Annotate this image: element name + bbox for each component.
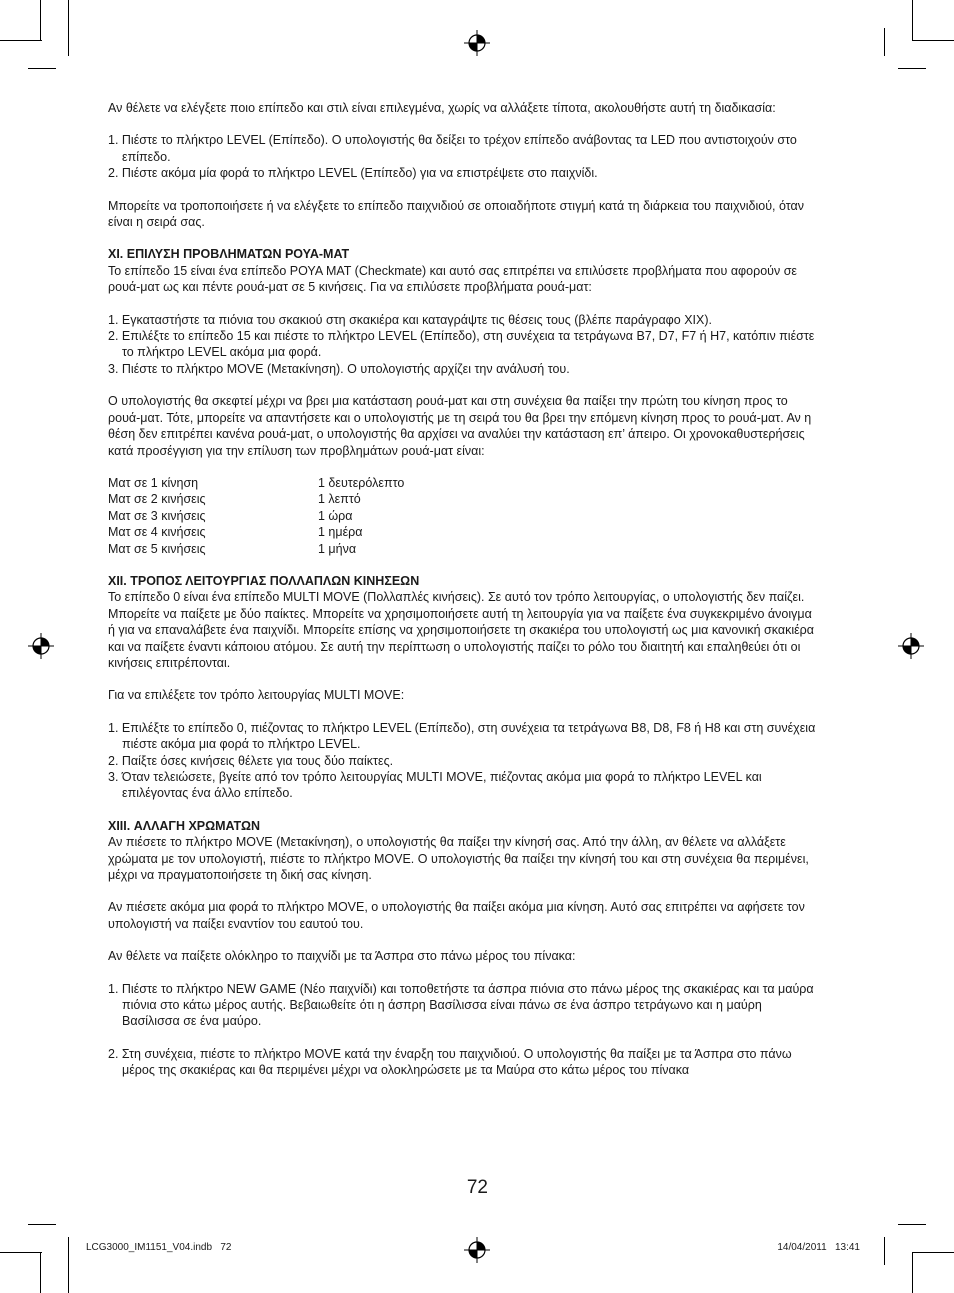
crop-mark: [912, 1252, 954, 1253]
list-item: 1. Πιέστε το πλήκτρο NEW GAME (Νέο παιχνίδι) και τοποθετήστε τα άσπρα πιόνια στο πάνω μέρος της σκακιέρας και τα μαύρα πιόνια στο κάτω μέρος αυτής. Βεβαιωθείτε ότι η άσπρη Βασίλισσα είναι πάνω σε ένα άσπρο τετράγωνο και η μαύρη Βασίλισσα σε ένα μαύρο.: [108, 981, 814, 1029]
paragraph: Αν πιέσετε ακόμα μια φορά το πλήκτρο MOVE, ο υπολογιστής θα παίξει ακόμα μια κίνηση. Αυτό σας επιτρέπει να αφήσετε τον υπολογιστή να παίξει εναντίον του εαυτού του.: [108, 900, 805, 931]
crop-mark: [28, 68, 56, 69]
crop-mark: [40, 0, 41, 40]
paragraph: Αν πιέσετε το πλήκτρο MOVE (Μετακίνηση), ο υπολογιστής θα παίξει την κίνησή σας. Από την άλλη, αν θέλετε να αλλάξετε χρώματα με τον υπολογιστή, πιέστε το πλήκτρο MOVE. Ο υπολογιστής θα παίξει την κίνησή του και στη συνέχεια θα περιμένει, μέχρι να πραγματοποιήσετε τη δική σας κίνηση.: [108, 835, 809, 883]
crop-mark: [68, 1237, 69, 1293]
mat-moves: Ματ σε 1 κίνηση: [108, 475, 199, 490]
footer-timestamp: 14/04/2011 13:41: [777, 1242, 860, 1253]
intro-paragraph: Αν θέλετε να ελέγξετε ποιο επίπεδο και στιλ είναι επιλεγμένα, χωρίς να αλλάξετε τίποτα, ακολουθήστε αυτή τη διαδικασία:: [108, 101, 776, 115]
crop-mark: [884, 1237, 885, 1265]
list-item: 2. Πιέστε ακόμα μία φορά το πλήκτρο LEVEL (Επίπεδο) για να επιστρέψετε στο παιχνίδι.: [108, 166, 598, 181]
crop-mark: [884, 28, 885, 56]
mat-time-table: [108, 475, 820, 557]
table-row: [108, 475, 820, 491]
page-content: [108, 100, 820, 1079]
list-item: 1. Πιέστε το πλήκτρο LEVEL (Επίπεδο). Ο υπολογιστής θα δείξει το τρέχον επίπεδο ανάβοντας τα LED που αντιστοιχούν στο επίπεδο.: [108, 133, 797, 164]
crop-mark: [912, 0, 913, 40]
paragraph: Το επίπεδο 0 είναι ένα επίπεδο MULTI MOVE (Πολλαπλές κινήσεις). Σε αυτό τον τρόπο λειτουργίας, ο υπολογιστής δεν παίζει. Μπορείτε να παίξετε με δύο παίκτες. Μπορείτε να χρησιμοποιήσετε αυτή τη λειτουργία για να παίξετε ένα συγκεκριμένο άνοιγμα ή για να επαναλάβετε ένα παιχνίδι. Μπορείτε επίσης να χρησιμοποιήσετε τη σκακιέρα του υπολογιστή ως μια κανονική σκακιέρα και να παίξετε έναντι κάποιου ατόμου. Σε αυτή την περίπτωση ο υπολογιστής παίζει το ρόλο του διαιτητή και επαληθεύει ότι οι κινήσεις επιτρέπονται.: [108, 590, 815, 670]
crop-mark: [28, 1224, 56, 1225]
intro-paragraph: Μπορείτε να τροποποιήσετε ή να ελέγξετε το επίπεδο παιχνιδιού σε οποιαδήποτε στιγμή κατά τη διάρκεια του παιχνιδιού, όταν είναι η σειρά σας.: [108, 198, 805, 230]
crop-mark: [40, 1252, 41, 1293]
mat-moves: Ματ σε 4 κινήσεις: [108, 525, 206, 540]
intro-steps: [108, 132, 820, 181]
color-steps-2: [108, 1046, 820, 1079]
mat-time: 1 δευτερόλεπτο: [318, 475, 405, 490]
crop-mark: [912, 40, 954, 41]
table-row: [108, 491, 820, 507]
list-item: 3. Πιέστε το πλήκτρο MOVE (Μετακίνηση). Ο υπολογιστής αρχίζει την ανάλυσή του.: [108, 361, 570, 376]
paragraph: Για να επιλέξετε τον τρόπο λειτουργίας MULTI MOVE:: [108, 688, 405, 703]
mat-moves: Ματ σε 3 κινήσεις: [108, 508, 206, 523]
registration-crosshair-icon: [464, 1237, 490, 1263]
mat-time: 1 λεπτό: [318, 492, 361, 507]
paragraph: Ο υπολογιστής θα σκεφτεί μέχρι να βρει μια κατάσταση ρουά-ματ και στη συνέχεια θα παίξει την πρώτη του κίνηση προς το ρουά-ματ. Τότε, μπορείτε να απαντήσετε και ο υπολογιστής με τη σειρά του θα βρει την επόμενη κίνηση προς το ρουά-ματ. Αν η θέση δεν επιτρέπει κανένα ρουά-ματ, ο υπολογιστής θα αρχίσει να αναλύει την κατάσταση επ’ άπειρο. Οι χρονοκαθυστερήσεις κατά προσέγγιση για την επίλυση των προβλημάτων ρουά-ματ είναι:: [108, 394, 812, 458]
footer-file-info: LCG3000_IM1151_V04.indb 72: [86, 1242, 232, 1253]
mat-moves: Ματ σε 2 κινήσεις: [108, 492, 206, 507]
table-row: [108, 524, 820, 540]
mat-time: 1 μήνα: [318, 541, 357, 556]
list-item: 2. Παίξτε όσες κινήσεις θέλετε για τους δύο παίκτες.: [108, 753, 394, 768]
section-heading: XI. ΕΠΙΛΥΣΗ ΠΡΟΒΛΗΜΑΤΩΝ ΡΟΥΑ-ΜΑΤ: [108, 247, 350, 262]
table-row: [108, 541, 820, 557]
list-item: 2. Στη συνέχεια, πιέστε το πλήκτρο MOVE κατά την έναρξη του παιχνιδιού. Ο υπολογιστής θα παίξει με τα Άσπρα στο πάνω μέρος της σκακιέρας και θα περιμένει μέχρι να ολοκληρώσετε με τα Μαύρα στο κάτω μέρος του πίνακα: [108, 1046, 792, 1078]
registration-crosshair-icon: [898, 633, 924, 659]
page-number: 72: [466, 1177, 488, 1198]
multimove-steps: [108, 720, 820, 802]
crop-mark: [912, 1252, 913, 1293]
list-item: 1. Επιλέξτε το επίπεδο 0, πιέζοντας το πλήκτρο LEVEL (Επίπεδο), στη συνέχεια τα τετράγωνα B8, D8, F8 ή H8 και στη συνέχεια πιέστε ακόμα μια φορά το πλήκτρο LEVEL.: [108, 720, 816, 752]
section-heading: XIII. ΑΛΛΑΓΗ ΧΡΩΜΑΤΩΝ: [108, 818, 261, 833]
mat-moves: Ματ σε 5 κινήσεις: [108, 541, 206, 556]
section-heading: XII. ΤΡΟΠΟΣ ΛΕΙΤΟΥΡΓΙΑΣ ΠΟΛΛΑΠΛΩΝ ΚΙΝΗΣΕΩΝ: [108, 573, 420, 588]
list-item: 2. Επιλέξτε το επίπεδο 15 και πιέστε το πλήκτρο LEVEL (Επίπεδο), στη συνέχεια τα τετράγωνα B7, D7, F7 ή H7, κατόπιν πιέστε το πλήκτρο LEVEL ακόμα μια φορά.: [108, 329, 815, 360]
registration-crosshair-icon: [28, 633, 54, 659]
crop-mark: [898, 1224, 926, 1225]
registration-crosshair-icon: [464, 30, 490, 56]
table-row: [108, 508, 820, 524]
mat-time: 1 ημέρα: [318, 525, 363, 540]
paragraph: Αν θέλετε να παίξετε ολόκληρο το παιχνίδι με τα Άσπρα στο πάνω μέρος του πίνακα:: [108, 949, 576, 964]
list-item: 3. Όταν τελειώσετε, βγείτε από τον τρόπο λειτουργίας MULTI MOVE, πιέζοντας ακόμα μια φορά το πλήκτρο LEVEL και επιλέγοντας ένα άλλο επίπεδο.: [108, 770, 762, 801]
crop-mark: [68, 0, 69, 56]
crop-mark: [0, 1252, 42, 1253]
color-steps-1: [108, 981, 820, 1030]
crop-mark: [898, 68, 926, 69]
crop-mark: [0, 40, 42, 41]
list-item: 1. Εγκαταστήστε τα πιόνια του σκακιού στη σκακιέρα και καταγράψτε τις θέσεις τους (βλέπε παράγραφο XIX).: [108, 312, 712, 327]
checkmate-steps: [108, 312, 820, 378]
paragraph: Το επίπεδο 15 είναι ένα επίπεδο ΡΟΥΑ ΜΑΤ (Checkmate) και αυτό σας επιτρέπει να επιλύσετε προβλήματα που αφορούν σε ρουά-ματ ως και πέντε ρουά-ματ σε 5 κινήσεις. Για να επιλύσετε προβλήματα ρουά-ματ:: [108, 263, 798, 295]
mat-time: 1 ώρα: [318, 508, 353, 523]
